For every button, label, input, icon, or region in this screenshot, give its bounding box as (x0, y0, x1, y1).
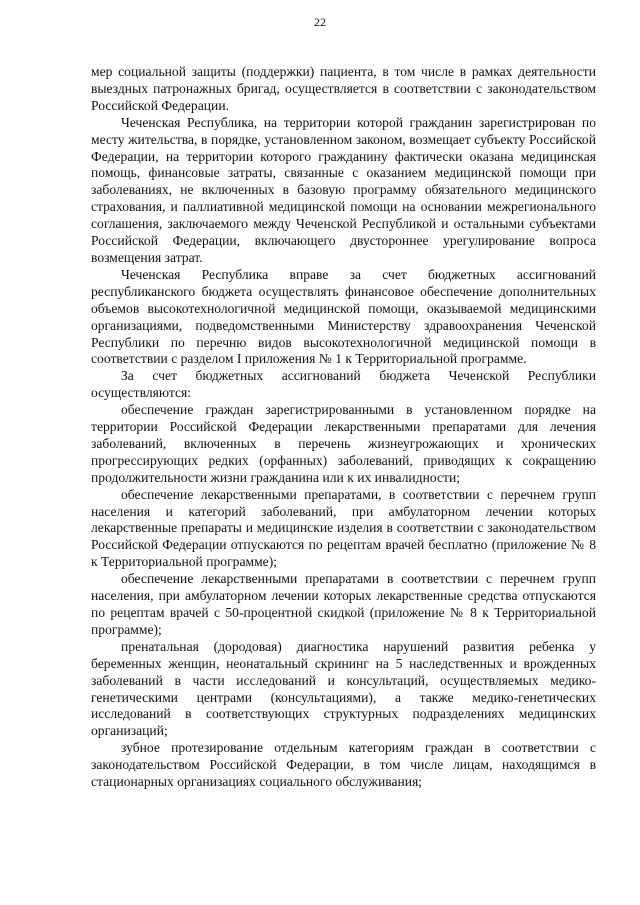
paragraph-4: За счет бюджетных ассигнований бюджета Чеченской Республики осуществляются: (91, 368, 596, 401)
paragraph-2: Чеченская Республика, на территории которой гражданин зарегистрирован по месту жительства, в порядке, установленном законом, возмещает субъекту Российской Федерации, на территории которого гражданину фактически оказана медицинская помощь, финансовые затраты, связанные с оказанием медицинской помощи при заболеваниях, не включенных в базовую программу обязательного медицинского страхования, и паллиативной медицинской помощи на основании межрегионального соглашения, заключаемого между Чеченской Республикой и остальными субъектами Российской Федерации, включающего двустороннее урегулирование вопроса возмещения затрат. (91, 114, 596, 265)
paragraph-6: обеспечение лекарственными препаратами, в соответствии с перечнем групп населения и категорий заболеваний, при амбулаторном лечении которых лекарственные препараты и медицинские изделия в соответствии с законодательством Российской Федерации отпускаются по рецептам врачей бесплатно (приложение № 8 к Территориальной программе); (91, 486, 596, 570)
paragraph-3: Чеченская Республика вправе за счет бюджетных ассигнований республиканского бюджета осуществлять финансовое обеспечение дополнительных объемов высокотехнологичной медицинской помощи, оказываемой медицинскими организациями, подведомственными Министерству здравоохранения Чеченской Республики по перечню видов высокотехнологичной медицинской помощи в соответствии с разделом I приложения № 1 к Территориальной программе. (91, 266, 596, 367)
paragraph-1: мер социальной защиты (поддержки) пациента, в том числе в рамках деятельности выездных патронажных бригад, осуществляется в соответствии с законодательством Российской Федерации. (91, 64, 596, 113)
paragraph-8: пренатальная (дородовая) диагностика нарушений развития ребенка у беременных женщин, неонатальный скрининг на 5 наследственных и врожденных заболеваний в части исследований и консультаций, осуществляемых медико-генетическими центрами (консультациями), а также медико-генетических исследований в соответствующих структурных подразделениях медицинских организаций; (91, 638, 596, 739)
page-number: 22 (314, 15, 326, 29)
document-body (91, 64, 596, 791)
paragraph-7: обеспечение лекарственными препаратами в соответствии с перечнем групп населения, при амбулаторном лечении которых лекарственные средства отпускаются по рецептам врачей с 50-процентной скидкой (приложение № 8 к Территориальной программе); (91, 571, 596, 637)
paragraph-5: обеспечение граждан зарегистрированными в установленном порядке на территории Российской Федерации лекарственными препаратами для лечения заболеваний, включенных в перечень жизнеугрожающих и хронических прогрессирующих редких (орфанных) заболеваний, приводящих к сокращению продолжительности жизни гражданина или к их инвалидности; (91, 402, 596, 485)
paragraph-9: зубное протезирование отдельным категориям граждан в соответствии с законодательством Российской Федерации, в том числе лицам, находящимся в стационарных организациях социального обслуживания; (91, 740, 596, 790)
